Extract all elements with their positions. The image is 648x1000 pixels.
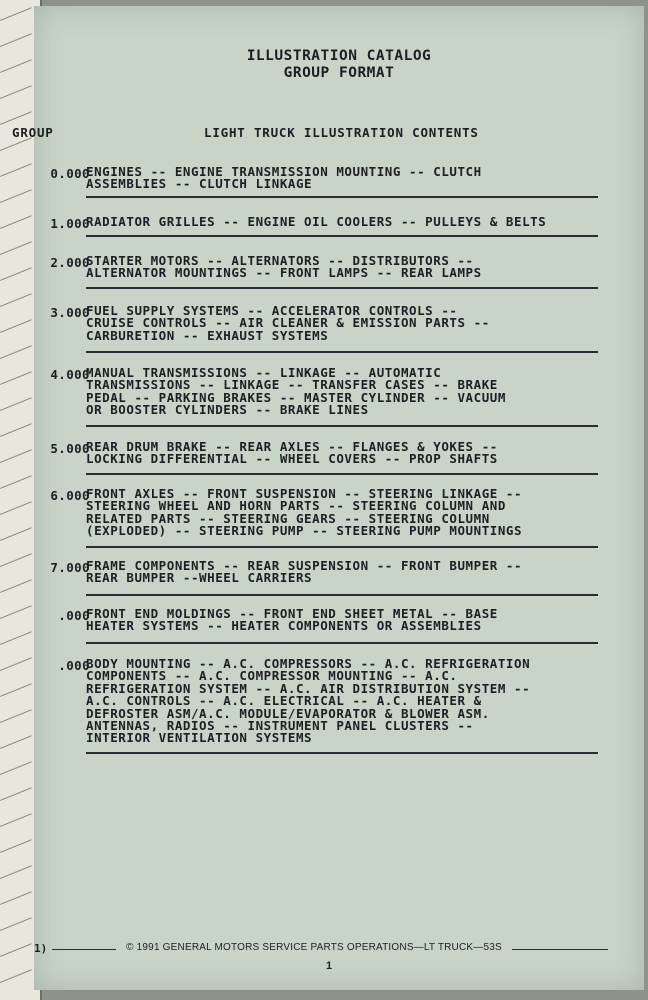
- binder-edge-line: [0, 241, 32, 255]
- divider: [86, 287, 598, 289]
- group-description: FRONT AXLES -- FRONT SUSPENSION -- STEERING LINKAGE -- STEERING WHEEL AND HORN PARTS -- STEERING COLUMN AND RELATED PARTS -- STEERING GEARS -- STEERING COLUMN (EXPLODED) -- STEERING PUMP -- STEERING PUMP MOUNTINGS: [86, 486, 523, 539]
- group-description: BODY MOUNTING -- A.C. COMPRESSORS -- A.C. REFRIGERATION COMPONENTS -- A.C. COMPRESSOR MOUNTING -- A.C. REFRIGERATION SYSTEM -- A.C. AIR DISTRIBUTION SYSTEM -- A.C. CONTROLS -- A.C. ELECTRICAL -- A.C. HEATER & DEFROSTER ASM/A.C. MODULE/EVAPORATOR & BLOWER ASM. ANTENNAS, RADIOS -- INSTRUMENT PANEL CLUSTERS -- INTERIOR VENTILATION SYSTEMS: [86, 656, 531, 746]
- divider: [86, 196, 598, 198]
- binder-edge-line: [0, 787, 32, 801]
- group-number: 2.000: [50, 255, 90, 270]
- binder-edge-line: [0, 59, 32, 73]
- binder-edge-line: [0, 683, 32, 697]
- group-description: MANUAL TRANSMISSIONS -- LINKAGE -- AUTOMATIC TRANSMISSIONS -- LINKAGE -- TRANSFER CASES -- BRAKE PEDAL -- PARKING BRAKES -- MASTER CYLINDER -- VACUUM OR BOOSTER CYLINDERS -- BRAKE LINES: [86, 365, 506, 418]
- binder-edge-line: [0, 579, 32, 593]
- divider: [86, 351, 598, 353]
- binder-edge-line: [0, 33, 32, 47]
- binder-edge-line: [0, 111, 32, 125]
- group-description: FRAME COMPONENTS -- REAR SUSPENSION -- FRONT BUMPER -- REAR BUMPER --WHEEL CARRIERS: [86, 558, 523, 586]
- contents-column-header: LIGHT TRUCK ILLUSTRATION CONTENTS: [204, 125, 479, 140]
- binder-edge-line: [0, 7, 32, 21]
- group-number: .000: [58, 608, 90, 623]
- binder-edge-line: [0, 631, 32, 645]
- footer-rule-right: [512, 949, 608, 950]
- divider: [86, 594, 598, 596]
- group-number: 1.000: [50, 216, 90, 231]
- divider: [86, 546, 598, 548]
- page-number: 1: [325, 960, 333, 972]
- divider: [86, 235, 598, 237]
- binder-edge-line: [0, 839, 32, 853]
- group-description: RADIATOR GRILLES -- ENGINE OIL COOLERS -- PULLEYS & BELTS: [86, 214, 547, 229]
- group-number: .000: [58, 658, 90, 673]
- group-number: 3.000: [50, 305, 90, 320]
- binder-edge-line: [0, 85, 32, 99]
- binder-edge-line: [0, 397, 32, 411]
- binder-edge-line: [0, 917, 32, 931]
- divider: [86, 752, 598, 754]
- group-description: STARTER MOTORS -- ALTERNATORS -- DISTRIBUTORS -- ALTERNATOR MOUNTINGS -- FRONT LAMPS -- REAR LAMPS: [86, 253, 482, 281]
- binder-edge-line: [0, 761, 32, 775]
- footer-copyright: © 1991 GENERAL MOTORS SERVICE PARTS OPERATIONS—LT TRUCK—53S: [126, 942, 502, 953]
- group-number: 5.000: [50, 441, 90, 456]
- group-number: 7.000: [50, 560, 90, 575]
- page-subtitle: GROUP FORMAT: [283, 65, 395, 81]
- binder-edge-line: [0, 319, 32, 333]
- divider: [86, 642, 598, 644]
- binder-edge-line: [0, 501, 32, 515]
- divider: [86, 425, 598, 427]
- group-number: 0.000: [50, 166, 90, 181]
- binder-edge-line: [0, 865, 32, 879]
- binder-edge-line: [0, 943, 32, 957]
- binder-edge-line: [0, 527, 32, 541]
- binder-edge-line: [0, 475, 32, 489]
- group-description: REAR DRUM BRAKE -- REAR AXLES -- FLANGES & YOKES -- LOCKING DIFFERENTIAL -- WHEEL COVERS -- PROP SHAFTS: [86, 439, 498, 467]
- binder-edge-line: [0, 423, 32, 437]
- group-description: FUEL SUPPLY SYSTEMS -- ACCELERATOR CONTROLS -- CRUISE CONTROLS -- AIR CLEANER & EMISSION PARTS -- CARBURETION -- EXHAUST SYSTEMS: [86, 303, 490, 343]
- binder-edge-line: [0, 735, 32, 749]
- binder-edge-line: [0, 891, 32, 905]
- group-description: FRONT END MOLDINGS -- FRONT END SHEET METAL -- BASE HEATER SYSTEMS -- HEATER COMPONENTS OR ASSEMBLIES: [86, 606, 498, 634]
- group-description: ENGINES -- ENGINE TRANSMISSION MOUNTING -- CLUTCH ASSEMBLIES -- CLUTCH LINKAGE: [86, 164, 482, 192]
- group-number: 6.000: [50, 488, 90, 503]
- binder-edge-line: [0, 709, 32, 723]
- divider: [86, 473, 598, 475]
- footer-rule-left: [52, 949, 116, 950]
- binder-edge-line: [0, 345, 32, 359]
- catalog-page: [12, 6, 644, 990]
- footer-left-mark: 1): [34, 942, 48, 955]
- page-title: ILLUSTRATION CATALOG: [246, 48, 432, 64]
- group-number: 4.000: [50, 367, 90, 382]
- binder-edge-line: [0, 189, 32, 203]
- binder-edge-line: [0, 969, 32, 983]
- group-column-header: GROUP: [12, 125, 54, 140]
- binder-edge-line: [0, 813, 32, 827]
